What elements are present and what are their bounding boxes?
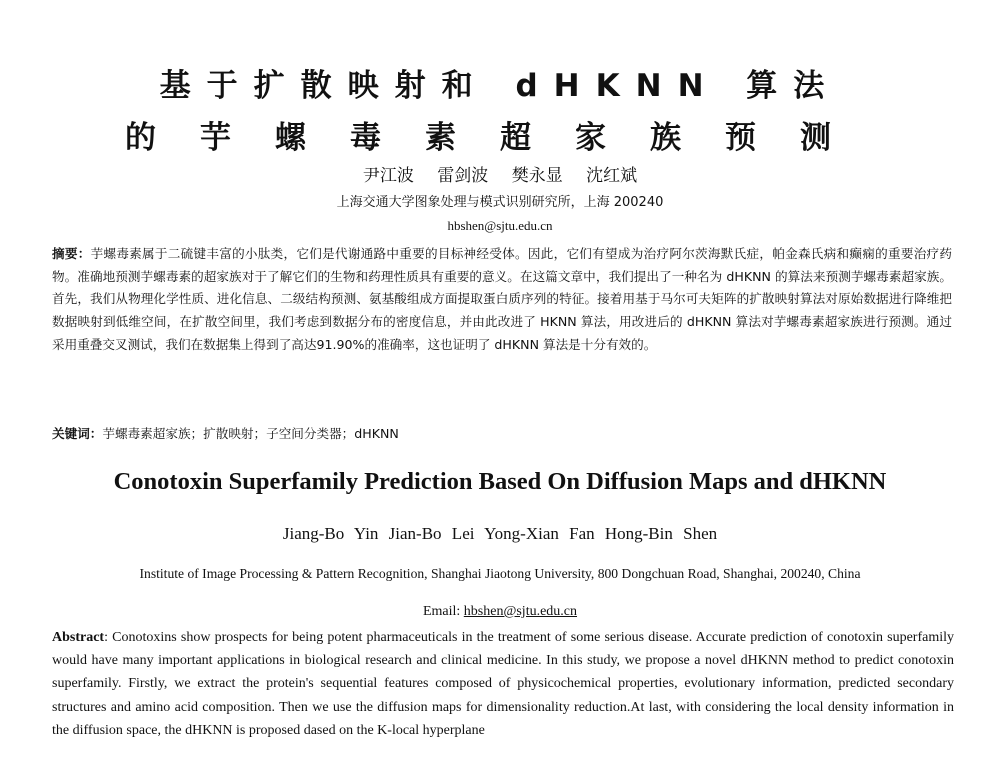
chinese-email: hbshen@sjtu.edu.cn — [447, 218, 553, 233]
email-link[interactable]: hbshen@sjtu.edu.cn — [463, 604, 578, 619]
english-abstract-label: Abstract — [52, 630, 105, 645]
english-authors: Jiang-Bo Yin Jian-Bo Lei Yong-Xian Fan Hong-Bin Shen — [282, 524, 718, 543]
chinese-abstract-text: 芋螺毒素属于二硫键丰富的小肽类，它们是代谢通路中重要的目标神经受体。因此，它们有望成为治疗阿尔茨海默氏症，帕金森氏病和癫痫的重要治疗药物。准确地预测芋螺毒素的超家族对于了解它们的生物和药理性质具有重要的意义。在这篇文章中，我们提出了一种名为 dHKNN 的算法来预测芋螺毒素超家族。首先，我们从物理化学性质、进化信息、二级结构预测、氨基酸组成方面提取蛋白质序列的特征。接着用基于马尔可夫矩阵的扩散映射算法对原始数据进行降维把数据映射到低维空间，在扩散空间里，我们考虑到数据分布的密度信息，并由此改进了 HKNN 算法，用改进后的 dHKNN 算法对芋螺毒素超家族进行预测。通过采用重叠交叉测试，我们在数据集上得到了高达91.90%的准确率，这也证明了 dHKNN 算法是十分有效的。 — [52, 246, 953, 352]
english-email-label: Email: — [422, 604, 464, 619]
english-abstract — [52, 626, 954, 742]
chinese-keywords-text: 芋螺毒素超家族；扩散映射；子空间分类器；dHKNN — [102, 426, 399, 441]
chinese-keywords — [52, 423, 952, 442]
chinese-abstract — [52, 243, 952, 357]
english-abstract-text: : Conotoxins show prospects for being potent pharmaceuticals in the treatment of some serious disease. Accurate prediction of conotoxin superfamily would have many important applications in biological research and clinical medicine. In this study, we propose a novel dHKNN method to predict conotoxin superfamily. Firstly, we extract the protein's sequential features composed of physicochemical properties, evolutionary information, predicted secondary structures and amino acid composition. Then we use the diffusion maps for dimensionality reduction.At last, with considering the local density information in the diffusion space, the dHKNN is proposed dased on the K-local hyperplane — [52, 630, 954, 738]
english-affiliation: Institute of Image Processing & Pattern Recognition, Shanghai Jiaotong University, 800 Dongchuan Road, Shanghai, 200240, China — [139, 566, 861, 581]
english-title: Conotoxin Superfamily Prediction Based On Diffusion Maps and dHKNN — [113, 468, 887, 495]
chinese-title-line-2: 的芋螺毒素超家族预测 — [125, 120, 875, 156]
chinese-keywords-label: 关键词： — [52, 426, 103, 441]
chinese-abstract-label: 摘要： — [52, 246, 91, 261]
english-email — [0, 604, 1000, 620]
chinese-title-line-1: 基于扩散映射和 dHKNN 算法 — [159, 68, 841, 104]
chinese-authors: 尹江波 雷剑波 樊永显 沈红斌 — [362, 166, 638, 186]
chinese-affiliation: 上海交通大学图象处理与模式识别研究所，上海 200240 — [336, 195, 664, 210]
